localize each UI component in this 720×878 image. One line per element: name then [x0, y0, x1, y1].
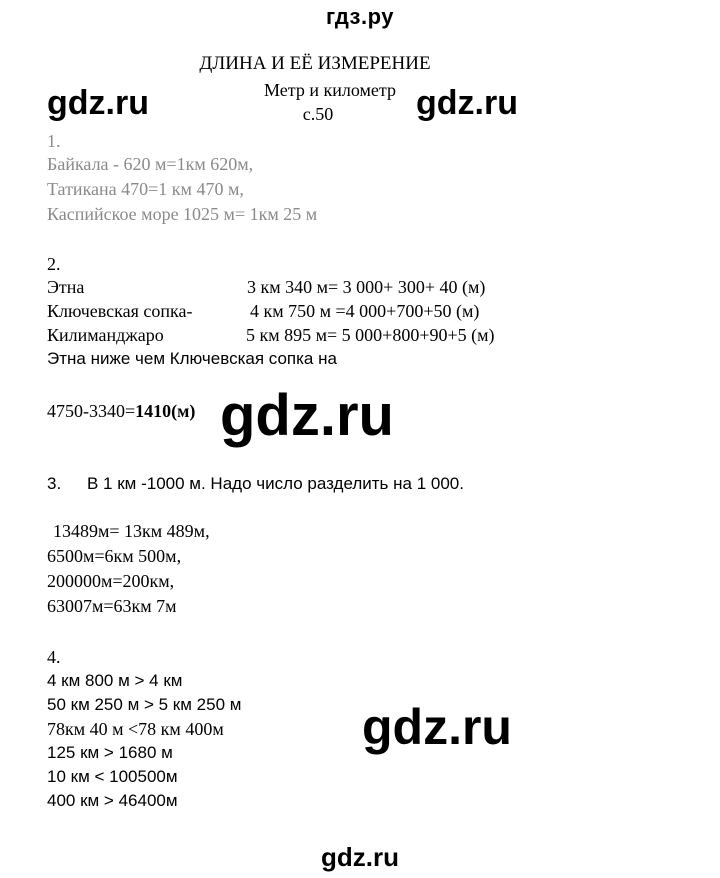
task2-number: 2.	[47, 254, 61, 274]
task4-line: 50 км 250 м > 5 км 250 м	[47, 695, 242, 714]
page-subtitle: Метр и километр	[264, 80, 396, 100]
watermark-2: gdz.ru	[416, 84, 518, 122]
watermark-footer: gdz.ru	[321, 842, 399, 872]
site-header: гдз.ру	[326, 4, 394, 29]
task2-row-name: Ключевская сопка-	[47, 301, 193, 321]
task2-row-value: 4 км 750 м =4 000+700+50 (м)	[250, 301, 480, 321]
watermark-4: gdz.ru	[362, 699, 512, 755]
task2-row-name: Этна	[47, 277, 85, 297]
task4-line: 400 км > 46400м	[47, 791, 178, 810]
task2-answer: 1410(м)	[135, 401, 196, 421]
task2-row-value: 3 км 340 м= 3 000+ 300+ 40 (м)	[247, 277, 486, 297]
task1-line: Татикана 470=1 км 470 м,	[47, 179, 244, 199]
task4-number: 4.	[47, 647, 61, 667]
task2-calc	[47, 400, 195, 422]
task1-line: Байкала - 620 м=1км 620м,	[47, 154, 254, 174]
task4-line: 10 км < 100500м	[47, 767, 178, 786]
task3-line: 63007м=63км 7м	[47, 596, 177, 616]
task1-number: 1.	[47, 131, 61, 151]
task3-text: В 1 км -1000 м. Надо число разделить на 1 000.	[87, 474, 464, 493]
watermark-3: gdz.ru	[220, 383, 394, 448]
task1-line: Каспийское море 1025 м= 1км 25 м	[47, 204, 318, 224]
task4-line: 4 км 800 м > 4 км	[47, 671, 183, 690]
task2-row-value: 5 км 895 м= 5 000+800+90+5 (м)	[246, 325, 495, 345]
task4-line: 125 км > 1680 м	[47, 743, 173, 762]
task3-line: 6500м=6км 500м,	[47, 546, 182, 566]
task4-line: 78км 40 м <78 км 400м	[47, 719, 224, 739]
page-number: с.50	[302, 104, 334, 124]
watermark-1: gdz.ru	[47, 84, 149, 122]
task3-line: 13489м= 13км 489м,	[53, 521, 210, 541]
task3-number: 3.	[47, 474, 62, 493]
task2-row-name: Килиманджаро	[47, 325, 164, 345]
page-title: ДЛИНА И ЕЁ ИЗМЕРЕНИЕ	[199, 53, 431, 74]
task2-conclusion: Этна ниже чем Ключевская сопка на	[47, 349, 337, 368]
task3-line: 200000м=200км,	[47, 571, 175, 591]
task2-calc-expression: 4750-3340=	[47, 401, 136, 421]
